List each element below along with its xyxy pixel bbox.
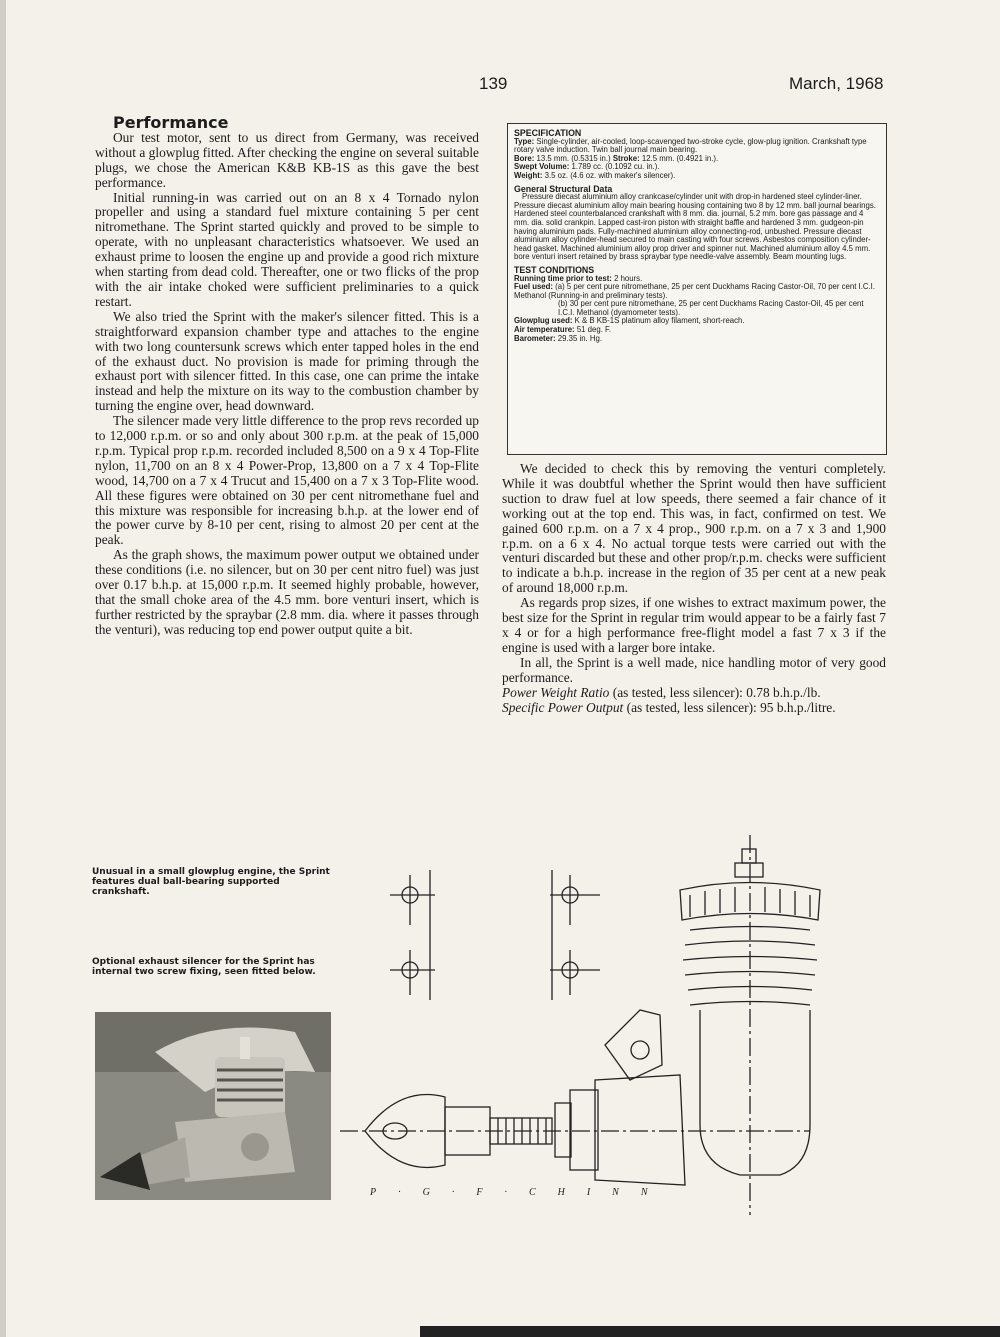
right-column	[502, 462, 886, 715]
spec-bore-stroke: Bore: 13.5 mm. (0.5315 in.) Stroke: 12.5 mm. (0.4921 in.).	[514, 153, 719, 163]
paragraph: The silencer made very little difference to the prop revs recorded up to 12,000 r.p.m. or so and only about 300 r.p.m. at the peak of 15,000 r.p.m. Typical prop r.p.m. recorded included 8,500 on a 9 x 4 Top-Flite nylon, 11,700 on an 8 x 4 Power-Prop, 13,800 on a 7 x 4 Top-Flite wood, 14,700 on a 7 x 4 Trucut and 15,400 on a 7 x 3 Top-Flite wood. All these figures were obtained on 30 per cent nitromethane fuel and this mixture was responsible for increasing b.h.p. at the lower end of the power curve by 8-10 per cent, rising to almost 20 per cent at the peak.	[95, 413, 479, 548]
paragraph: We also tried the Sprint with the maker's silencer fitted. This is a straightforward expansion chamber type and attaches to the engine with two long countersunk screws which enter tapped holes in the end of the exhaust duct. No provision is made for priming through the exhaust port with silencer fitted. In this case, one can prime the intake instead and help the mixture on its way to the combustion chamber by turning the engine over, head downward.	[95, 308, 479, 414]
paragraph: We decided to check this by removing the venturi completely. While it was doubtful whether the Sprint would then have sufficient suction to draw fuel at low speeds, there seemed a fair chance of it working out at the top end. This was, in fact, confirmed on test. We gained 600 r.p.m. on a 7 x 4 prop., 900 r.p.m. on a 7 x 3 and 1,900 r.p.m. on a 6 x 4. No actual torque tests were carried out with the venturi discarded but these and other prop/r.p.m. checks were sufficient to indicate a b.h.p. increase in the region of 35 per cent at a new peak of around 18,000 r.p.m.	[502, 461, 886, 596]
mounting-hole-detail	[390, 870, 435, 1000]
specification-box	[507, 123, 887, 455]
left-column	[95, 113, 479, 638]
spec-weight: Weight: 3.5 oz. (4.6 oz. with maker's silencer).	[514, 170, 676, 180]
spec-swept-volume: Swept Volume: 1.789 cc. (0.1092 cu. in.).	[514, 162, 660, 172]
spec-structural-title: General Structural Data	[514, 183, 613, 194]
paragraph: In all, the Sprint is a well made, nice handling motor of very good performance.	[502, 654, 886, 685]
draughtsman-signature: P·G·F·CHINN	[370, 1187, 670, 1198]
engine-technical-drawing	[340, 835, 900, 1215]
paragraph: As the graph shows, the maximum power output we obtained under these conditions (i.e. no silencer, but on 30 per cent nitro fuel) was just over 0.17 b.h.p. at 15,000 r.p.m. It seemed highly probable, however, that the small choke area of the 4.5 mm. bore venturi insert, which is further restricted by the spraybar (2.8 mm. dia. where it passes through the venturi), was reducing top end power output quite a bit.	[95, 547, 479, 637]
spec-running-time: Running time prior to test: 2 hours.	[514, 273, 643, 283]
spec-barometer: Barometer: 29.35 in. Hg.	[514, 333, 602, 343]
spec-fuel-b: (b) 30 per cent pure nitromethane, 25 per cent Duckhams Racing Castor-Oil, 45 per cent I.C.I. Methanol (dyamometer tests).	[558, 299, 864, 317]
test-conditions-title: TEST CONDITIONS	[514, 264, 595, 275]
section-heading: Performance	[113, 113, 229, 132]
page-left-edge	[0, 0, 6, 1337]
paragraph: Initial running-in was carried out on an 8 x 4 Tornado nylon propeller and using a standard fuel mixture containing 5 per cent nitromethane. The Sprint started quickly and proved to be simple to operate, with no unpleasant characteristics whatsoever. We used an exhaust prime to loosen the engine up and provide a good rich mixture when starting from dead cold. Thereafter, one or two flicks of the prop with the air intake choked were sufficient preliminaries to a quick restart.	[95, 189, 479, 309]
spec-glowplug: Glowplug used: K & B KB-1S platinum alloy filament, short-reach.	[514, 316, 745, 326]
engine-photo-image	[95, 1012, 331, 1200]
spec-type: Type: Single-cylinder, air-cooled, loop-scavenged two-stroke cycle, glow-plug ignition. Crankshaft type rotary valve induction. Twin ball journal main bearing.	[514, 136, 867, 155]
spec-fuel-a: Fuel used: (a) 5 per cent pure nitromethane, 25 per cent Duckhams Racing Castor-Oil, 70 per cent I.C.I. Methanol (Running-in and preliminary tests).	[514, 282, 875, 300]
paragraph: Our test motor, sent to us direct from Germany, was received without a glowplug fitted. After checking the engine on several suitable plugs, we chose the American K&B KB-1S as this gave the best performance.	[95, 129, 479, 190]
caption-silencer: Optional exhaust silencer for the Sprint has internal two screw fixing, seen fitted below.	[92, 957, 316, 977]
page-bottom-edge	[420, 1326, 1000, 1337]
spec-title: SPECIFICATION	[514, 128, 582, 138]
page-number: 139	[479, 74, 508, 93]
spec-air-temperature: Air temperature: 51 deg. F.	[514, 325, 612, 335]
mounting-hole-detail	[550, 870, 600, 1000]
caption-crankshaft: Unusual in a small glowplug engine, the Sprint features dual ball-bearing supported crankshaft.	[92, 867, 330, 897]
engine-photograph	[95, 1012, 331, 1200]
paragraph: As regards prop sizes, if one wishes to extract maximum power, the best size for the Sprint in regular trim would appear to be a fairly fast 7 x 4 or for a high performance free-flight model a fast 7 x 3 if the engine is used with a larger bore intake.	[502, 595, 886, 655]
issue-date: March, 1968	[789, 74, 884, 93]
power-weight-ratio: Power Weight Ratio (as tested, less silencer): 0.78 b.h.p./lb.	[502, 684, 821, 700]
specific-power-output: Specific Power Output (as tested, less silencer): 95 b.h.p./litre.	[502, 699, 836, 715]
spec-structural-text: Pressure diecast aluminium alloy crankcase/cylinder unit with drop-in hardened steel cylinder-liner. Pressure diecast aluminium alloy main bearing housing containing two 8 by 12 mm. ball journal bearings. Hardened steel counterbalanced crankshaft with 8 mm. dia. journal, 5.2 mm. bore gas passage and 4 mm. dia. solid crankpin. Lapped cast-iron piston with straight baffle and hardened 3 mm. gudgeon-pin having aluminium pads. Fully-machined aluminium alloy connecting-rod, unbushed. Pressure diecast aluminium alloy cylinder-head secured to main casting with four screws. Asbestos composition cylinder-head gasket. Machined aluminium alloy prop driver and spinner nut. Machined aluminium alloy 4.5 mm. bore venturi insert retained by brass spraybar type needle-valve assembly. Beam mounting lugs.	[514, 192, 876, 262]
